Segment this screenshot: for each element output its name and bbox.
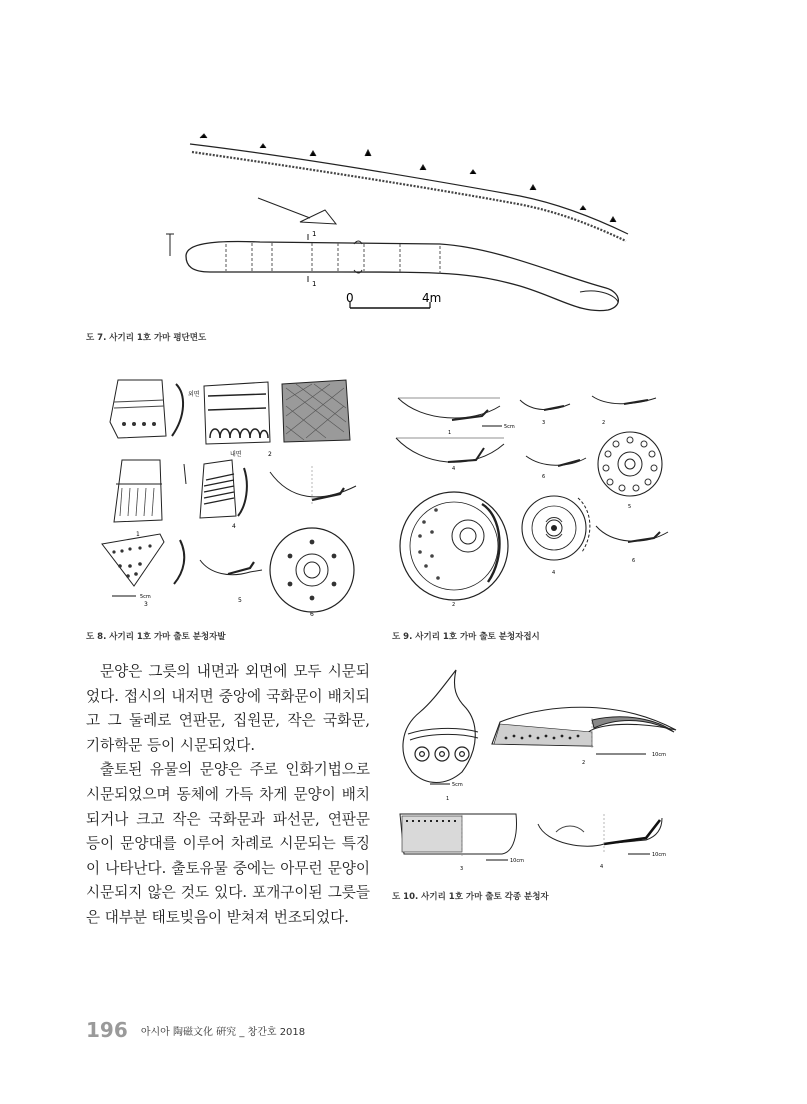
fig10-number-4: 4 bbox=[600, 864, 604, 870]
fig9-scale: 5cm bbox=[504, 424, 515, 430]
figure-7-kiln-plan bbox=[140, 126, 640, 326]
various-wares-drawing bbox=[396, 668, 678, 876]
bowl-sherds-drawing bbox=[100, 376, 380, 620]
fig8-number-4: 4 bbox=[232, 523, 236, 530]
fig10-scale-1: 5cm bbox=[452, 782, 463, 788]
fig10-scale-2: 10cm bbox=[652, 752, 666, 758]
figure-7-caption: 도 7. 사기리 1호 가마 평단면도 bbox=[86, 333, 207, 343]
paragraph-2: 출토된 유물의 문양은 주로 인화기법으로 시문되었으며 동체에 가득 차게 문양이 배치되거나 크고 작은 국화문과 파선문, 연판문 등이 문양대를 이루어 차례로 시문되는 특징이 나타난다. 출토유물 중에는 아무런 문양이 시문되지 않은 것도 있다. 포개구이된 그릇들은 대부분 태토빚음이 받쳐져 번조되었다. bbox=[86, 761, 370, 926]
dish-sherds-drawing bbox=[392, 386, 674, 608]
fig9-number-4: 4 bbox=[452, 466, 456, 472]
fig8-inner-annotation: 내면 bbox=[230, 451, 242, 458]
figure-10-various-wares bbox=[396, 668, 678, 876]
figure-9-dish-sherds bbox=[392, 386, 674, 608]
journal-title: 아시아 陶磁文化 硏究 _ 창간호 2018 bbox=[140, 1027, 306, 1038]
page-number: 196 bbox=[86, 1018, 128, 1042]
fig7-scale-end: 4m bbox=[422, 291, 442, 305]
fig8-number-1: 1 bbox=[136, 531, 140, 538]
kiln-plan-drawing bbox=[140, 126, 640, 326]
fig8-number-3: 3 bbox=[144, 601, 148, 608]
fig8-outer-annotation: 외면 bbox=[188, 391, 200, 398]
fig9-number-6: 6 bbox=[542, 474, 546, 480]
fig8-number-2: 2 bbox=[268, 451, 272, 458]
fig8-number-5: 5 bbox=[238, 597, 242, 604]
fig7-scale-start: 0 bbox=[346, 291, 354, 305]
fig9-number-4b: 4 bbox=[552, 570, 556, 576]
fig9-number-6b: 6 bbox=[632, 558, 636, 564]
body-text bbox=[86, 660, 370, 931]
fig9-number-2b: 2 bbox=[452, 602, 456, 608]
fig9-number-1: 1 bbox=[448, 430, 452, 436]
fig10-number-3: 3 bbox=[460, 866, 464, 872]
page-footer bbox=[86, 1018, 305, 1042]
fig10-scale-4: 10cm bbox=[652, 852, 666, 858]
figure-8-caption: 도 8. 사기리 1호 가마 출토 분청자발 bbox=[86, 632, 226, 642]
figure-10-caption: 도 10. 사기리 1호 가마 출토 각종 분청자 bbox=[392, 892, 549, 902]
fig10-number-2: 2 bbox=[582, 760, 586, 766]
fig9-number-3: 3 bbox=[542, 420, 546, 426]
fig8-number-6: 6 bbox=[310, 611, 314, 618]
fig8-scale: 5cm bbox=[140, 594, 151, 600]
fig7-section-label-top: 1 bbox=[312, 230, 317, 238]
figure-9-caption: 도 9. 사기리 1호 가마 출토 분청자접시 bbox=[392, 632, 540, 642]
fig10-number-1: 1 bbox=[446, 796, 450, 802]
fig7-section-label-bottom: 1 bbox=[312, 280, 317, 288]
figure-8-bowl-sherds bbox=[100, 376, 380, 620]
fig9-number-5: 5 bbox=[628, 504, 632, 510]
paragraph-1: 문양은 그릇의 내면과 외면에 모두 시문되었다. 접시의 내저면 중앙에 국화문이 배치되고 그 둘레로 연판문, 집원문, 작은 국화문, 기하학문 등이 시문되었다. bbox=[86, 663, 370, 754]
fig9-number-2: 2 bbox=[602, 420, 606, 426]
fig10-scale-3: 10cm bbox=[510, 858, 524, 864]
